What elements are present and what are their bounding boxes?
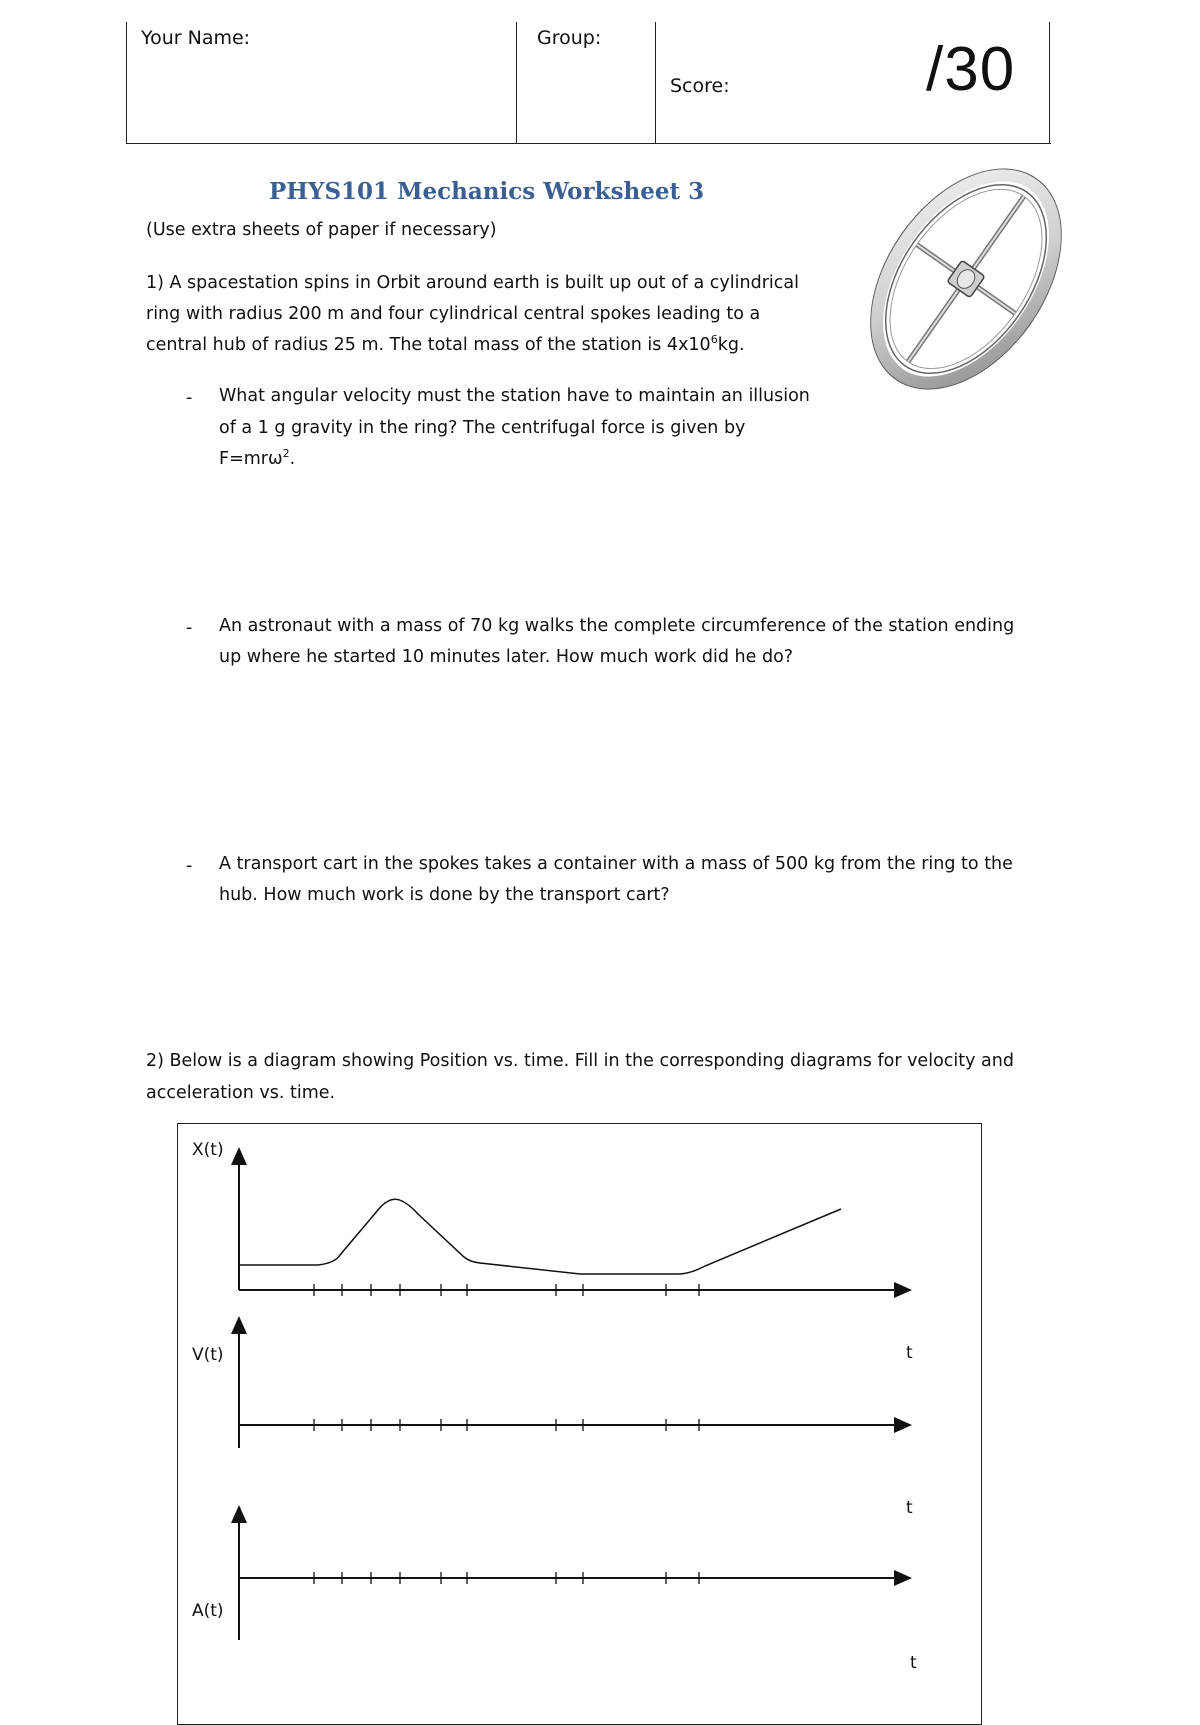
q1-intro-line-2: ring with radius 200 m and four cylindrical central spokes leading to a xyxy=(146,304,761,324)
q1c-line-1: A transport cart in the spokes takes a container with a mass of 500 kg from the ring to the xyxy=(219,854,1013,874)
exponent: 2 xyxy=(282,447,290,461)
arrow-up-icon xyxy=(231,1316,247,1334)
exponent: 6 xyxy=(710,333,718,347)
group-label: Group: xyxy=(537,27,602,49)
position-graph xyxy=(192,1140,912,1298)
arrow-up-icon xyxy=(231,1505,247,1523)
position-curve xyxy=(239,1199,841,1274)
arrow-right-icon xyxy=(894,1417,912,1433)
a-t-label: t xyxy=(906,1498,913,1518)
arrow-up-icon xyxy=(231,1147,247,1165)
q1a-line-1: What angular velocity must the station have to maintain an illusion xyxy=(219,386,810,406)
x-label: X(t) xyxy=(192,1140,224,1160)
q1b-line-1: An astronaut with a mass of 70 kg walks the complete circumference of the station ending xyxy=(219,616,1015,636)
q1a-period: . xyxy=(289,449,296,469)
page-title: PHYS101 Mechanics Worksheet 3 xyxy=(269,178,705,205)
v-t-label: t xyxy=(906,1343,913,1363)
name-label: Your Name: xyxy=(141,27,251,49)
q2-line-2: acceleration vs. time. xyxy=(146,1083,336,1103)
bottom-t-label: t xyxy=(910,1653,917,1673)
score-label: Score: xyxy=(670,75,730,97)
instructions: (Use extra sheets of paper if necessary) xyxy=(146,220,497,240)
a-label: A(t) xyxy=(192,1601,224,1621)
q2-line-1: 2) Below is a diagram showing Position vs. time. Fill in the corresponding diagrams for velocity and xyxy=(146,1051,1014,1071)
score-total: /30 xyxy=(926,35,1016,104)
arrow-right-icon xyxy=(894,1282,912,1298)
acceleration-graph xyxy=(192,1498,917,1673)
velocity-graph xyxy=(192,1316,913,1448)
q1c-line-2: hub. How much work is done by the transport cart? xyxy=(219,885,670,905)
bullet-b: - xyxy=(186,618,193,638)
q1-intro-line-3-unit: kg. xyxy=(717,335,745,355)
q1a-line-2: of a 1 g gravity in the ring? The centrifugal force is given by xyxy=(219,418,746,438)
v-label: V(t) xyxy=(192,1345,224,1365)
q1-intro-line-3-text: central hub of radius 25 m. The total mass of the station is 4x10 xyxy=(146,335,711,355)
q1-intro-line-1: 1) A spacestation spins in Orbit around earth is built up out of a cylindrical xyxy=(146,273,799,293)
q1a-formula: F=mrω xyxy=(219,449,283,469)
q1b-line-2: up where he started 10 minutes later. How much work did he do? xyxy=(219,647,794,667)
bullet-c: - xyxy=(186,856,193,876)
bullet-a: - xyxy=(186,388,193,408)
arrow-right-icon xyxy=(894,1570,912,1586)
